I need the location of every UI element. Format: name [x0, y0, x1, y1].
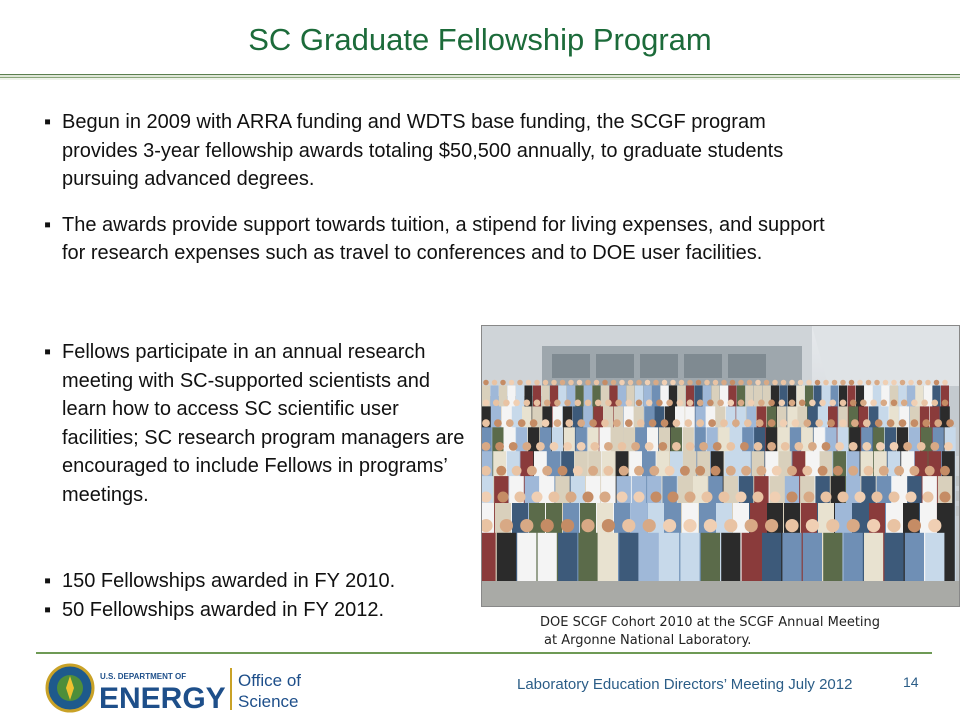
bullet-item: ▪ The awards provide support towards tuition, a stipend for living expenses, and support for research expenses such as travel to conferences and to DOE user facilities.: [44, 211, 844, 268]
footer-text: Laboratory Education Directors’ Meeting July 2012: [517, 676, 853, 693]
logo-line1: U.S. DEPARTMENT OF: [100, 672, 187, 681]
page-number: 14: [903, 674, 919, 690]
bullet-item: ▪ Fellows participate in an annual research meeting with SC-supported scientists and learn how to access SC scientific user facilities; SC research program managers are encouraged to include Fellows in programs’ meetings.: [44, 338, 474, 509]
bullet-item: ▪ 150 Fellowships awarded in FY 2010.: [44, 567, 474, 596]
bullet-item: ▪ Begun in 2009 with ARRA funding and WDTS base funding, the SCGF program provides 3-year fellowship awards totaling $50,500 annually, to graduate students pursuing advanced degrees.: [44, 108, 844, 194]
footer-divider: [36, 652, 932, 654]
bullet-square-icon: ▪: [44, 213, 52, 236]
bullet-list-bottom: [44, 567, 474, 624]
caption-line: at Argonne National Laboratory.: [544, 633, 752, 648]
caption-line: DOE SCGF Cohort 2010 at the SCGF Annual Meeting: [540, 615, 881, 630]
bullet-square-icon: ▪: [44, 598, 52, 621]
logo-office-line2: Science: [238, 692, 299, 711]
group-photo: [481, 325, 960, 607]
bullet-square-icon: ▪: [44, 341, 52, 363]
logo-line2: ENERGY: [99, 682, 226, 714]
doe-office-of-science-logo: [44, 662, 314, 714]
bullet-square-icon: ▪: [44, 111, 52, 133]
title-divider: [0, 74, 960, 80]
bullet-item: ▪ 50 Fellowships awarded in FY 2012.: [44, 596, 474, 625]
bullet-square-icon: ▪: [44, 570, 52, 592]
group-photo-illustration: [482, 326, 959, 606]
bullet-list-top: [44, 108, 844, 285]
bullet-list-left: [44, 338, 474, 526]
logo-office-line1: Office of: [238, 671, 301, 690]
doe-seal-icon: [44, 662, 314, 714]
slide-title: SC Graduate Fellowship Program: [248, 22, 712, 57]
photo-caption: [540, 614, 880, 650]
